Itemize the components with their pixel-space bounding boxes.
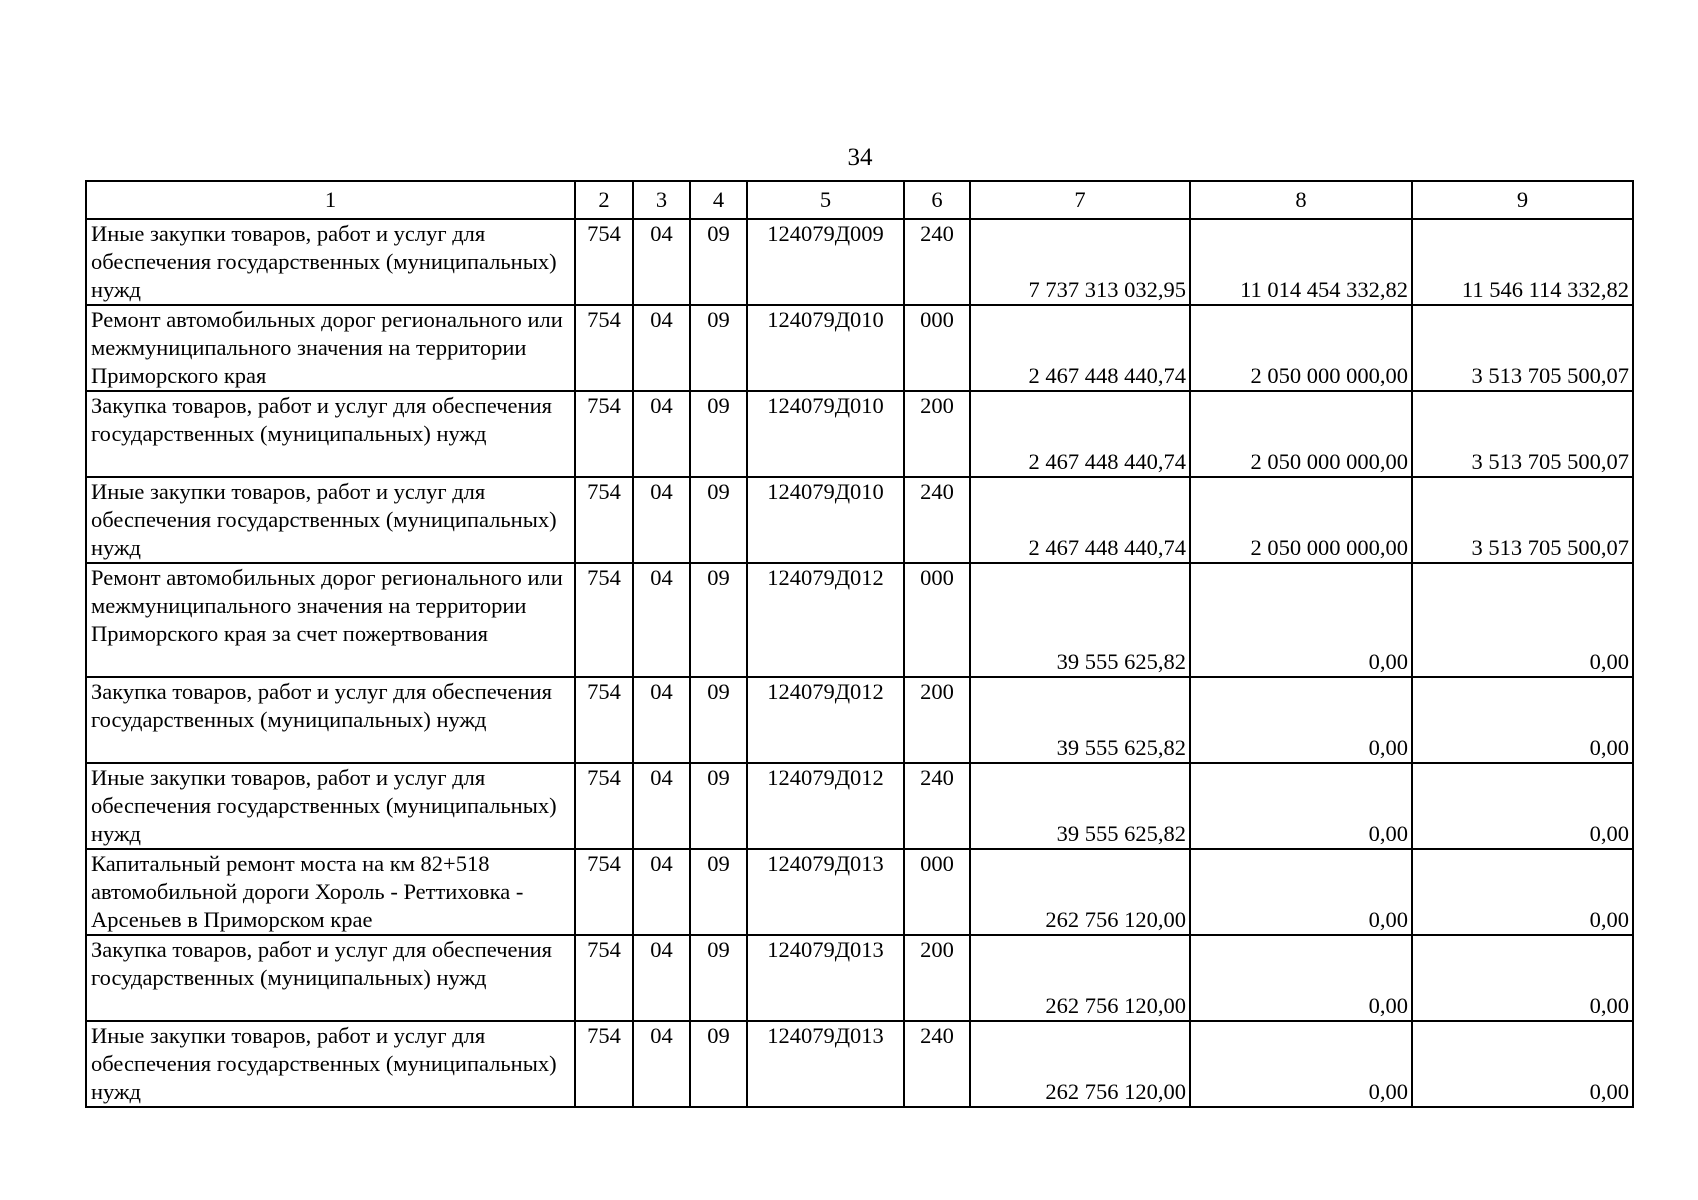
- cell-expense-type: 200: [904, 935, 970, 1021]
- cell-amount-col7: 39 555 625,82: [970, 677, 1190, 763]
- cell-amount-col7: 39 555 625,82: [970, 763, 1190, 849]
- table-row: [86, 391, 1633, 477]
- cell-ministry-code: 754: [575, 763, 633, 849]
- row-name: Закупка товаров, работ и услуг для обеспечения государственных (муниципальных) нужд: [86, 935, 575, 1021]
- cell-amount-col8: 2 050 000 000,00: [1190, 391, 1412, 477]
- cell-amount-col8: 0,00: [1190, 935, 1412, 1021]
- cell-target-article: 124079Д013: [747, 849, 904, 935]
- cell-target-article: 124079Д012: [747, 677, 904, 763]
- cell-target-article: 124079Д009: [747, 219, 904, 305]
- cell-ministry-code: 754: [575, 849, 633, 935]
- cell-amount-col8: 0,00: [1190, 1021, 1412, 1107]
- cell-ministry-code: 754: [575, 563, 633, 677]
- table-row: [86, 935, 1633, 1021]
- row-name: Иные закупки товаров, работ и услуг для обеспечения государственных (муниципальных) нужд: [86, 477, 575, 563]
- table-row: [86, 763, 1633, 849]
- table-row: [86, 677, 1633, 763]
- cell-amount-col8: 0,00: [1190, 763, 1412, 849]
- cell-amount-col7: 2 467 448 440,74: [970, 391, 1190, 477]
- cell-subsection: 09: [690, 477, 747, 563]
- cell-amount-col8: 0,00: [1190, 849, 1412, 935]
- cell-amount-col7: 7 737 313 032,95: [970, 219, 1190, 305]
- cell-section: 04: [633, 935, 690, 1021]
- column-header: 3: [633, 181, 690, 219]
- cell-ministry-code: 754: [575, 219, 633, 305]
- cell-ministry-code: 754: [575, 935, 633, 1021]
- cell-expense-type: 240: [904, 219, 970, 305]
- cell-amount-col8: 2 050 000 000,00: [1190, 305, 1412, 391]
- column-header: 8: [1190, 181, 1412, 219]
- row-name: Иные закупки товаров, работ и услуг для обеспечения государственных (муниципальных) нужд: [86, 1021, 575, 1107]
- cell-amount-col9: 3 513 705 500,07: [1412, 391, 1633, 477]
- column-header: 7: [970, 181, 1190, 219]
- cell-expense-type: 200: [904, 391, 970, 477]
- cell-amount-col7: 262 756 120,00: [970, 849, 1190, 935]
- column-header: 4: [690, 181, 747, 219]
- cell-amount-col7: 262 756 120,00: [970, 1021, 1190, 1107]
- table-row: [86, 477, 1633, 563]
- cell-amount-col7: 262 756 120,00: [970, 935, 1190, 1021]
- cell-target-article: 124079Д010: [747, 305, 904, 391]
- cell-section: 04: [633, 305, 690, 391]
- cell-target-article: 124079Д012: [747, 563, 904, 677]
- cell-subsection: 09: [690, 935, 747, 1021]
- cell-amount-col7: 2 467 448 440,74: [970, 477, 1190, 563]
- cell-amount-col9: 0,00: [1412, 1021, 1633, 1107]
- cell-subsection: 09: [690, 391, 747, 477]
- cell-expense-type: 000: [904, 849, 970, 935]
- cell-amount-col9: 0,00: [1412, 935, 1633, 1021]
- page-number: 34: [847, 144, 873, 171]
- cell-amount-col7: 2 467 448 440,74: [970, 305, 1190, 391]
- column-header: 6: [904, 181, 970, 219]
- cell-target-article: 124079Д012: [747, 763, 904, 849]
- cell-expense-type: 200: [904, 677, 970, 763]
- cell-amount-col9: 3 513 705 500,07: [1412, 477, 1633, 563]
- cell-ministry-code: 754: [575, 677, 633, 763]
- table-header-row: [86, 181, 1633, 219]
- table-row: [86, 563, 1633, 677]
- row-name: Иные закупки товаров, работ и услуг для обеспечения государственных (муниципальных) нужд: [86, 763, 575, 849]
- cell-section: 04: [633, 849, 690, 935]
- cell-expense-type: 240: [904, 477, 970, 563]
- column-header: 9: [1412, 181, 1633, 219]
- cell-amount-col8: 2 050 000 000,00: [1190, 477, 1412, 563]
- row-name: Ремонт автомобильных дорог регионального или межмуниципального значения на территории Приморского края: [86, 305, 575, 391]
- cell-subsection: 09: [690, 219, 747, 305]
- cell-amount-col8: 11 014 454 332,82: [1190, 219, 1412, 305]
- cell-expense-type: 240: [904, 763, 970, 849]
- column-header: 5: [747, 181, 904, 219]
- cell-expense-type: 000: [904, 305, 970, 391]
- cell-section: 04: [633, 477, 690, 563]
- row-name: Капитальный ремонт моста на км 82+518 автомобильной дороги Хороль - Реттиховка - Арсеньев в Приморском крае: [86, 849, 575, 935]
- cell-amount-col7: 39 555 625,82: [970, 563, 1190, 677]
- cell-section: 04: [633, 763, 690, 849]
- cell-amount-col8: 0,00: [1190, 563, 1412, 677]
- cell-section: 04: [633, 1021, 690, 1107]
- cell-section: 04: [633, 219, 690, 305]
- cell-amount-col9: 0,00: [1412, 563, 1633, 677]
- cell-subsection: 09: [690, 305, 747, 391]
- cell-expense-type: 000: [904, 563, 970, 677]
- cell-amount-col8: 0,00: [1190, 677, 1412, 763]
- cell-ministry-code: 754: [575, 1021, 633, 1107]
- table-row: [86, 1021, 1633, 1107]
- cell-target-article: 124079Д010: [747, 391, 904, 477]
- row-name: Закупка товаров, работ и услуг для обеспечения государственных (муниципальных) нужд: [86, 677, 575, 763]
- column-header: 1: [86, 181, 575, 219]
- cell-expense-type: 240: [904, 1021, 970, 1107]
- cell-ministry-code: 754: [575, 391, 633, 477]
- cell-subsection: 09: [690, 763, 747, 849]
- cell-ministry-code: 754: [575, 305, 633, 391]
- cell-amount-col9: 0,00: [1412, 849, 1633, 935]
- table-row: [86, 219, 1633, 305]
- cell-section: 04: [633, 677, 690, 763]
- cell-subsection: 09: [690, 563, 747, 677]
- cell-section: 04: [633, 391, 690, 477]
- cell-target-article: 124079Д013: [747, 935, 904, 1021]
- row-name: Иные закупки товаров, работ и услуг для обеспечения государственных (муниципальных) нужд: [86, 219, 575, 305]
- cell-amount-col9: 0,00: [1412, 677, 1633, 763]
- table-row: [86, 849, 1633, 935]
- cell-amount-col9: 11 546 114 332,82: [1412, 219, 1633, 305]
- cell-subsection: 09: [690, 849, 747, 935]
- cell-section: 04: [633, 563, 690, 677]
- cell-amount-col9: 0,00: [1412, 763, 1633, 849]
- budget-table: [85, 180, 1634, 1108]
- cell-amount-col9: 3 513 705 500,07: [1412, 305, 1633, 391]
- row-name: Закупка товаров, работ и услуг для обеспечения государственных (муниципальных) нужд: [86, 391, 575, 477]
- cell-ministry-code: 754: [575, 477, 633, 563]
- row-name: Ремонт автомобильных дорог регионального или межмуниципального значения на территории Приморского края за счет пожертвования: [86, 563, 575, 677]
- table-row: [86, 305, 1633, 391]
- cell-target-article: 124079Д010: [747, 477, 904, 563]
- column-header: 2: [575, 181, 633, 219]
- cell-target-article: 124079Д013: [747, 1021, 904, 1107]
- cell-subsection: 09: [690, 677, 747, 763]
- cell-subsection: 09: [690, 1021, 747, 1107]
